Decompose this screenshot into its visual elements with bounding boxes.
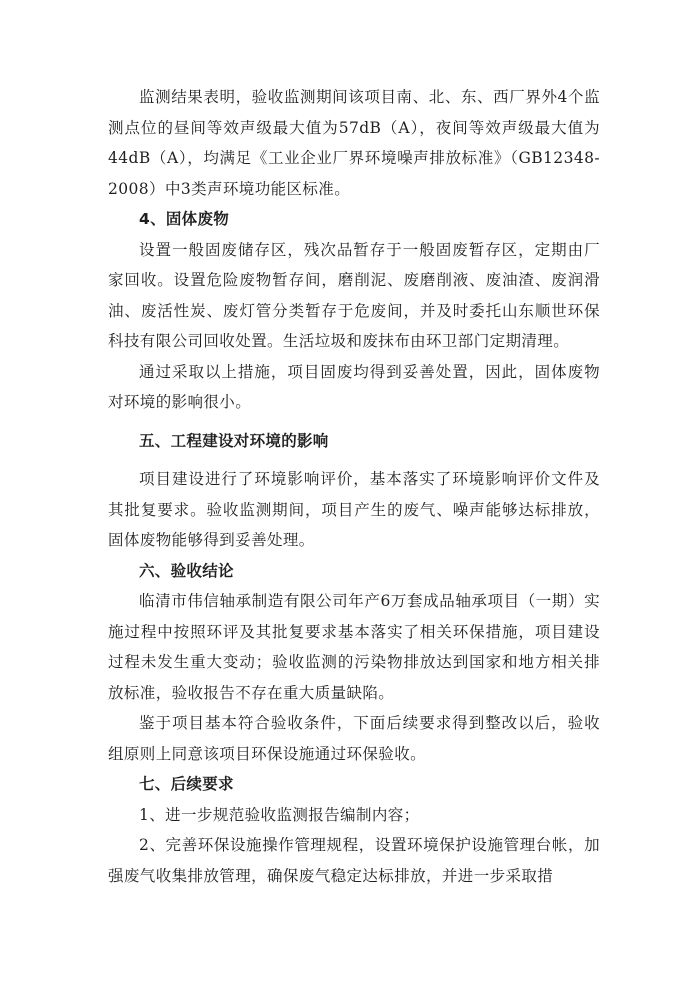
paragraph-noise-results: 监测结果表明，验收监测期间该项目南、北、东、西厂界外4个监测点位的昼间等效声级最大值为57dB（A），夜间等效声级最大值为44dB（A），均满足《工业企业厂界环境噪声排放标准》（GB12348-2008）中3类声环境功能区标准。 (108, 88, 600, 198)
paragraph-acceptance-conclusion-1: 临清市伟信轴承制造有限公司年产6万套成品轴承项目（一期）实施过程中按照环评及其批复要求基本落实了相关环保措施，项目建设过程未发生重大变动；验收监测的污染物排放达到国家和地方相关排放标准，验收报告不存在重大质量缺陷。 (108, 592, 600, 702)
heading-follow-up: 七、后续要求 (139, 775, 234, 793)
document-body (108, 82, 600, 891)
heading-construction-impact: 五、工程建设对环境的影响 (139, 431, 329, 450)
follow-up-item-2: 2、完善环保设施操作管理规程，设置环境保护设施管理台帐，加强废气收集排放管理，确保废气稳定达标排放，并进一步采取措 (108, 836, 600, 885)
follow-up-item-1: 1、进一步规范验收监测报告编制内容； (139, 805, 420, 824)
paragraph-solid-waste-conclusion: 通过采取以上措施，项目固废均得到妥善处置，因此，固体废物对环境的影响很小。 (108, 362, 600, 411)
paragraph-construction-impact: 项目建设进行了环境影响评价，基本落实了环境影响评价文件及其批复要求。验收监测期间，项目产生的废气、噪声能够达标排放，固体废物能够得到妥善处理。 (108, 470, 600, 549)
paragraph-solid-waste-measures: 设置一般固废储存区，残次品暂存于一般固废暂存区，定期由厂家回收。设置危险废物暂存间，磨削泥、废磨削液、废油渣、废润滑油、废活性炭、废灯管分类暂存于危废间，并及时委托山东顺世环保科技有限公司回收处置。生活垃圾和废抹布由环卫部门定期清理。 (108, 240, 600, 350)
paragraph-acceptance-conclusion-2: 鉴于项目基本符合验收条件，下面后续要求得到整改以后，验收组原则上同意该项目环保设施通过环保验收。 (108, 714, 600, 763)
heading-solid-waste: 4、固体废物 (139, 210, 230, 228)
heading-acceptance-conclusion: 六、验收结论 (139, 561, 234, 580)
